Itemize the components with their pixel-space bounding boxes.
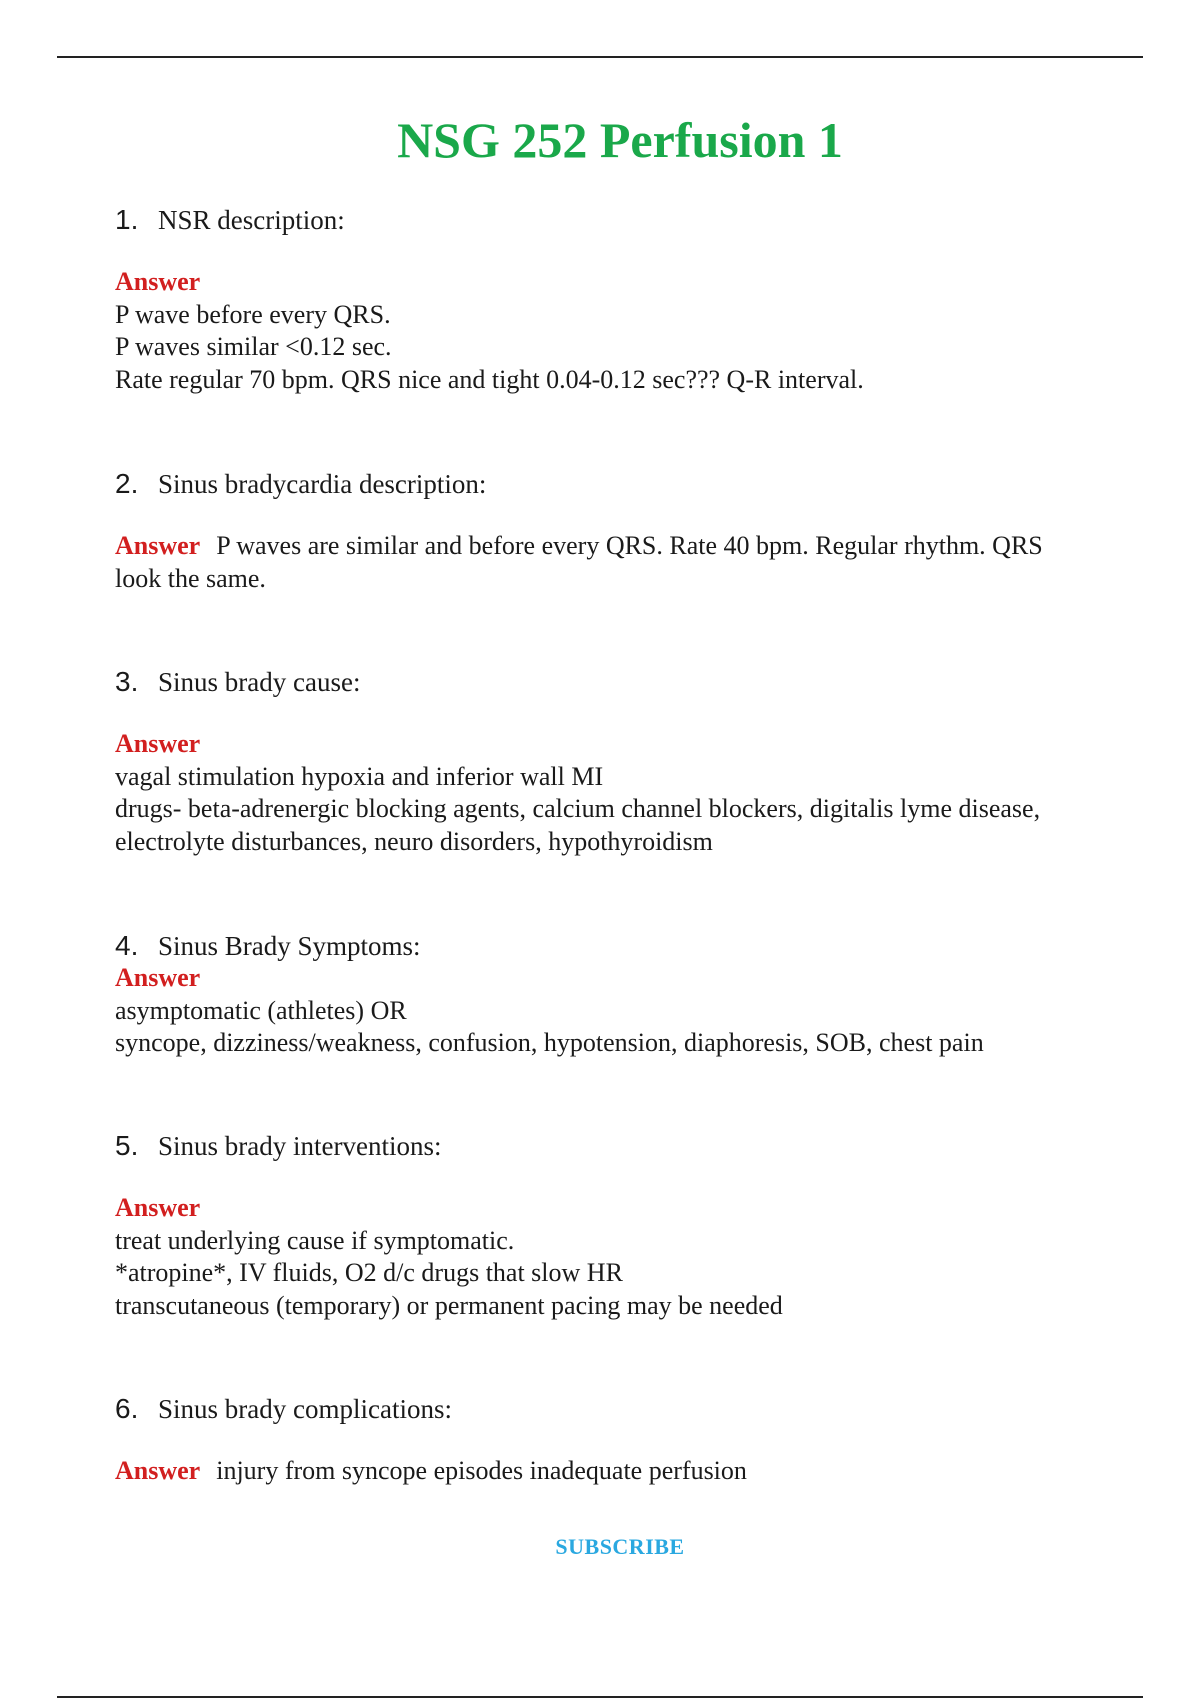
question-text: Sinus bradycardia description: <box>158 469 487 499</box>
answer-line: P wave before every QRS. <box>115 299 391 329</box>
question-text: Sinus brady cause: <box>158 667 361 697</box>
answer-line: syncope, dizziness/weakness, confusion, hypotension, diaphoresis, SOB, chest pain <box>115 1028 984 1057</box>
top-rule <box>57 56 1143 58</box>
question-number: 2. <box>115 468 139 499</box>
answer-line: Rate regular 70 bpm. QRS nice and tight 0.04-0.12 sec??? Q-R interval. <box>115 364 864 394</box>
question-text: Sinus Brady Symptoms: <box>158 931 421 961</box>
question-4 <box>115 930 1115 962</box>
qa-item-1 <box>115 204 1115 396</box>
question-number: 1. <box>115 204 139 235</box>
answer-3 <box>115 728 1115 858</box>
question-number: 4. <box>115 930 139 961</box>
answer-label: Answer <box>115 267 201 296</box>
question-6 <box>115 1393 1115 1425</box>
question-text: Sinus brady interventions: <box>158 1131 442 1161</box>
qa-item-4 <box>115 930 1115 1060</box>
answer-label: Answer <box>115 1456 201 1485</box>
question-1 <box>115 204 1115 236</box>
answer-text: P waves are similar and before every QRS. Rate 40 bpm. Regular rhythm. QRS <box>216 531 1043 560</box>
answer-line: vagal stimulation hypoxia and inferior wall MI <box>115 761 604 791</box>
answer-2 <box>115 530 1115 595</box>
answer-label: Answer <box>115 963 201 992</box>
qa-item-3 <box>115 666 1115 858</box>
question-number: 6. <box>115 1393 139 1424</box>
answer-line: electrolyte disturbances, neuro disorders, hypothyroidism <box>115 826 713 856</box>
answer-5 <box>115 1192 1115 1322</box>
answer-1 <box>115 266 1115 396</box>
answer-label: Answer <box>115 729 201 758</box>
qa-item-2 <box>115 468 1115 595</box>
answer-6 <box>115 1455 1115 1488</box>
answer-line: P waves similar <0.12 sec. <box>115 332 392 361</box>
question-number: 3. <box>115 666 139 697</box>
answer-line: *atropine*, IV fluids, O2 d/c drugs that slow HR <box>115 1258 623 1287</box>
answer-line: treat underlying cause if symptomatic. <box>115 1225 515 1255</box>
subscribe-link[interactable]: SUBSCRIBE <box>555 1534 685 1559</box>
question-text: Sinus brady complications: <box>158 1394 452 1424</box>
question-number: 5. <box>115 1130 139 1161</box>
answer-line: look the same. <box>115 563 266 593</box>
answer-label: Answer <box>115 1193 201 1222</box>
question-2 <box>115 468 1115 500</box>
question-text: NSR description: <box>158 205 345 235</box>
answer-text: injury from syncope episodes inadequate perfusion <box>216 1456 747 1485</box>
question-3 <box>115 666 1115 698</box>
question-5 <box>115 1130 1115 1162</box>
document-title: NSG 252 Perfusion 1 <box>397 112 843 168</box>
qa-item-5 <box>115 1130 1115 1322</box>
answer-4 <box>115 962 1115 1060</box>
bottom-rule <box>57 1696 1143 1698</box>
answer-line: asymptomatic (athletes) OR <box>115 995 407 1025</box>
answer-line: drugs- beta-adrenergic blocking agents, calcium channel blockers, digitalis lyme disease, <box>115 794 1041 823</box>
answer-label: Answer <box>115 531 201 560</box>
qa-item-6 <box>115 1393 1115 1488</box>
answer-line: transcutaneous (temporary) or permanent pacing may be needed <box>115 1290 783 1320</box>
